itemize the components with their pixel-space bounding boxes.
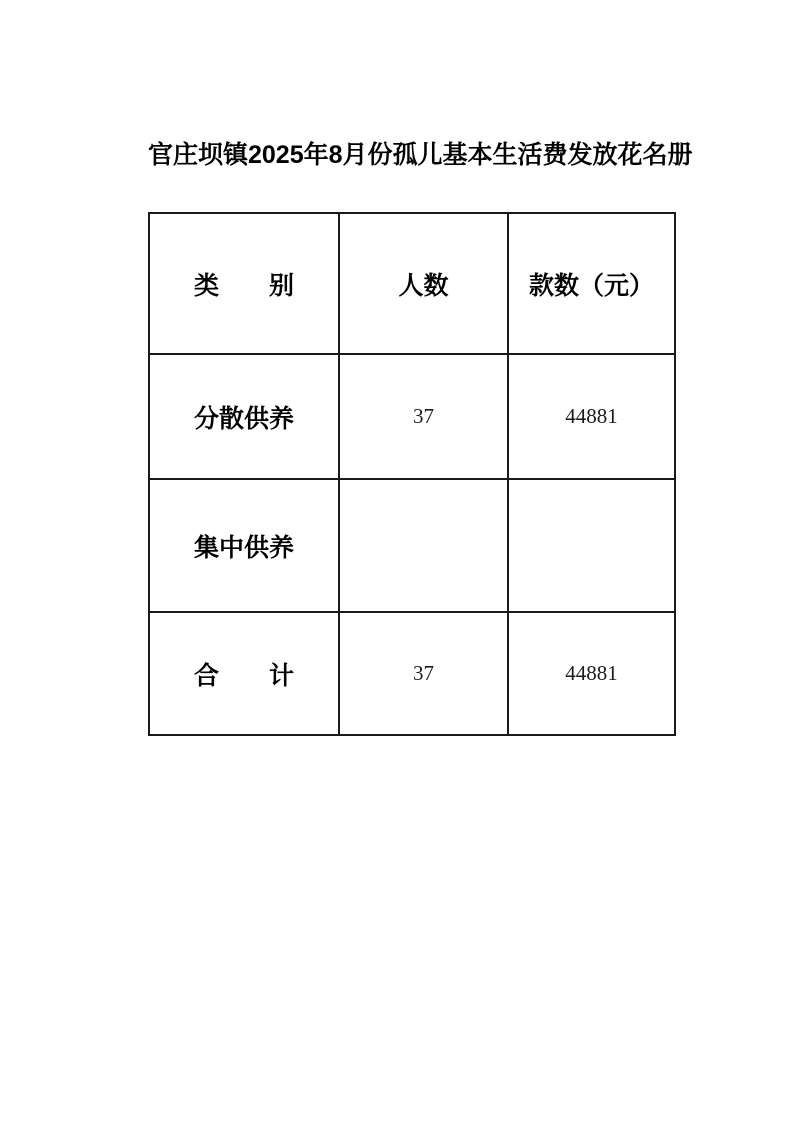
cell-total-count: 37 <box>339 612 508 735</box>
cell-dispersed-category: 分散供养 <box>149 354 339 479</box>
cell-total-amount: 44881 <box>508 612 675 735</box>
cell-dispersed-count: 37 <box>339 354 508 479</box>
header-cell-amount: 款数（元） <box>508 213 675 354</box>
document-title: 官庄坝镇2025年8月份孤儿基本生活费发放花名册 <box>148 141 693 169</box>
cell-centralized-count <box>339 479 508 612</box>
table-row-centralized <box>149 479 675 612</box>
roster-table <box>148 212 676 736</box>
header-cell-category: 类 别 <box>149 213 339 354</box>
cell-centralized-amount <box>508 479 675 612</box>
header-cell-count: 人数 <box>339 213 508 354</box>
cell-centralized-category: 集中供养 <box>149 479 339 612</box>
table-row-total <box>149 612 675 735</box>
cell-total-category: 合 计 <box>149 612 339 735</box>
cell-dispersed-amount: 44881 <box>508 354 675 479</box>
table-header-row <box>149 213 675 354</box>
table-row-dispersed <box>149 354 675 479</box>
